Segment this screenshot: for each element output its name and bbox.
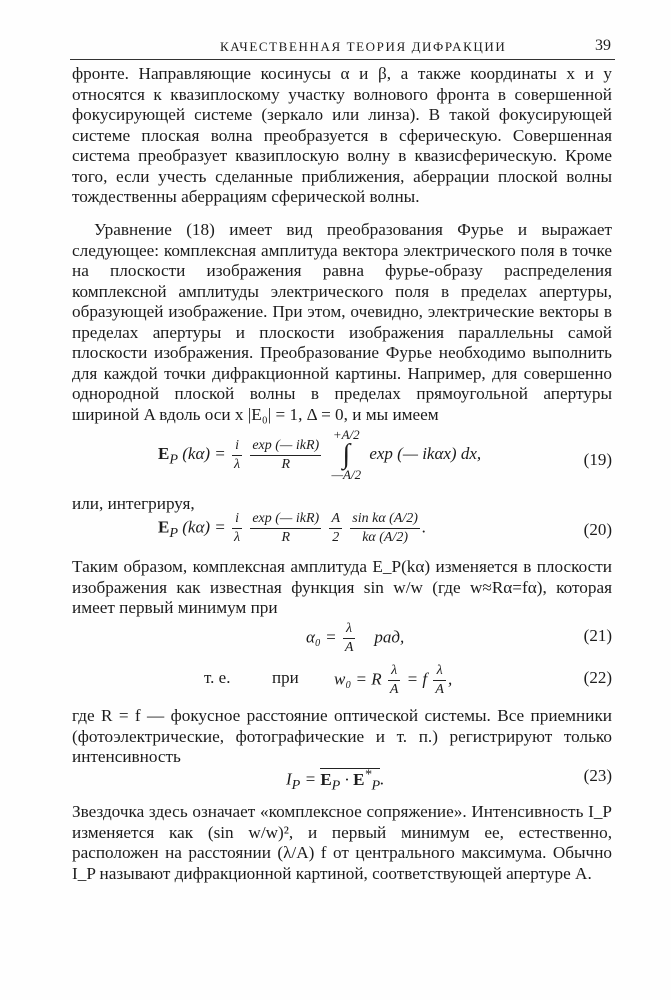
paragraph-5: Звездочка здесь означает «комплексное сопряжение». Интенсивность I_P изменяется как (sin w/w)², и первый минимум ее, естественно, расположен на расстоянии (λ/A) f от центрального максимума. Обычно I_P называют дифракционной картиной, соответствующей апертуре A. — [72, 802, 612, 883]
equation-20: $E_P$ (kα) = $\frac{i}{\lambda}$ $\frac{\text{exp (— ikR)}}{R}$ $\frac{A}{2}$ $\frac{\text{sin kα (A/2)}}{k\alpha (A/2)}$ . (20) — [158, 511, 612, 545]
eq19-lhs-arg: (kα) = — [182, 443, 226, 463]
eq20-number: (20) — [583, 520, 612, 539]
paragraph-3: Таким образом, комплексная амплитуда E_P(kα) изменяется в плоскости изображения как известная функция sin w/w (где w≈Rα=fα), которая имеет первый минимум при — [72, 557, 612, 617]
eq19-frac1: $\frac{i}{\lambda}$ — [234, 437, 241, 472]
eq23-overline: $E_P \cdot E^*_P$ — [320, 766, 381, 794]
equation-19 — [72, 428, 612, 490]
running-title: КАЧЕСТВЕННАЯ ТЕОРИЯ ДИФРАКЦИИ — [220, 39, 507, 54]
eq19-lhs-sub: P — [169, 451, 178, 468]
paragraph-1: фронте. Направляющие косинусы α и β, а также координаты x и y относятся к квазиплоскому участку волнового фронта в совершенной фокусирующей системе (зеркало или линза). В такой фокусирующей системе плоская волна преобразуется в сферическую. Совершенная система преобразует квазиплоскую волну в квазисферическую. Кроме того, если учесть сделанные приближения, аберрации плоской волны тождественны аберрациям сферической волны. — [72, 64, 612, 206]
eq20-frac4: $\frac{\text{sin kα (A/2)}}{k\alpha (A/2)}$ — [352, 511, 418, 545]
eq21-frac: $\frac{\lambda}{A}$ — [344, 621, 354, 655]
eq20-frac1: $\frac{i}{\lambda}$ — [234, 511, 241, 545]
eq21-number: (21) — [583, 626, 612, 645]
eq22-number: (22) — [583, 668, 612, 687]
equation-23: $I_P = E_P \cdot E^*_P$. (23) — [286, 766, 612, 794]
page-number: 39 — [595, 37, 611, 54]
eq19-integral: +A/2 ∫ —A/2 — [331, 427, 362, 482]
lead-integrating: или, интегрируя, — [72, 494, 195, 513]
paragraph-4: где R = f — фокусное расстояние оптической системы. Все приемники (фотоэлектрические, фотографические и т. п.) регистрируют только интенсивность — [72, 706, 612, 766]
equation-21: α₀ = $\frac{\lambda}{A}$ рад, (21) — [306, 621, 612, 655]
paragraph-2: Уравнение (18) имеет вид преобразования Фурье и выражает следующее: комплексная амплитуда вектора электрического поля в точке на плоскости изображения равна фурье-образу распределения комплексной амплитуды электрического поля в пределах апертуры, образующей изображение. При этом, очевидно, электрические векторы в пределах апертуры и плоскости изображения параллельны самой плоскости изображения. Преобразование Фурье необходимо выполнить для каждой точки дифракционной картины. Например, для совершенно однородной плоской волны в пределах прямоугольной апертуры шириной A вдоль оси x |E₀| = 1, Δ = 0, и мы имеем — [72, 220, 612, 424]
eq22-frac2: $\frac{\lambda}{A}$ — [435, 663, 444, 697]
eq20-frac2: $\frac{\text{exp (— ikR)}}{R}$ — [252, 511, 320, 545]
eq22-word: при — [272, 668, 299, 687]
eq22-prefix: т. е. — [204, 668, 231, 687]
eq19-number: (19) — [583, 450, 612, 469]
page-header — [70, 37, 615, 60]
equation-22: т. е. при w₀ = R $\frac{\lambda}{A}$ = f $\frac{\lambda}{A}$ , (22) — [204, 663, 612, 697]
eq20-frac3: $\frac{A}{2}$ — [331, 511, 341, 545]
eq19-lhs: E — [158, 443, 170, 463]
eq23-number: (23) — [583, 766, 612, 785]
eq19-integrand: exp (— ikαx) dx, — [369, 443, 482, 463]
eq22-frac1: $\frac{\lambda}{A}$ — [389, 663, 399, 697]
eq19-frac2: $\frac{\text{exp (— ikR)}}{R}$ — [252, 437, 320, 472]
